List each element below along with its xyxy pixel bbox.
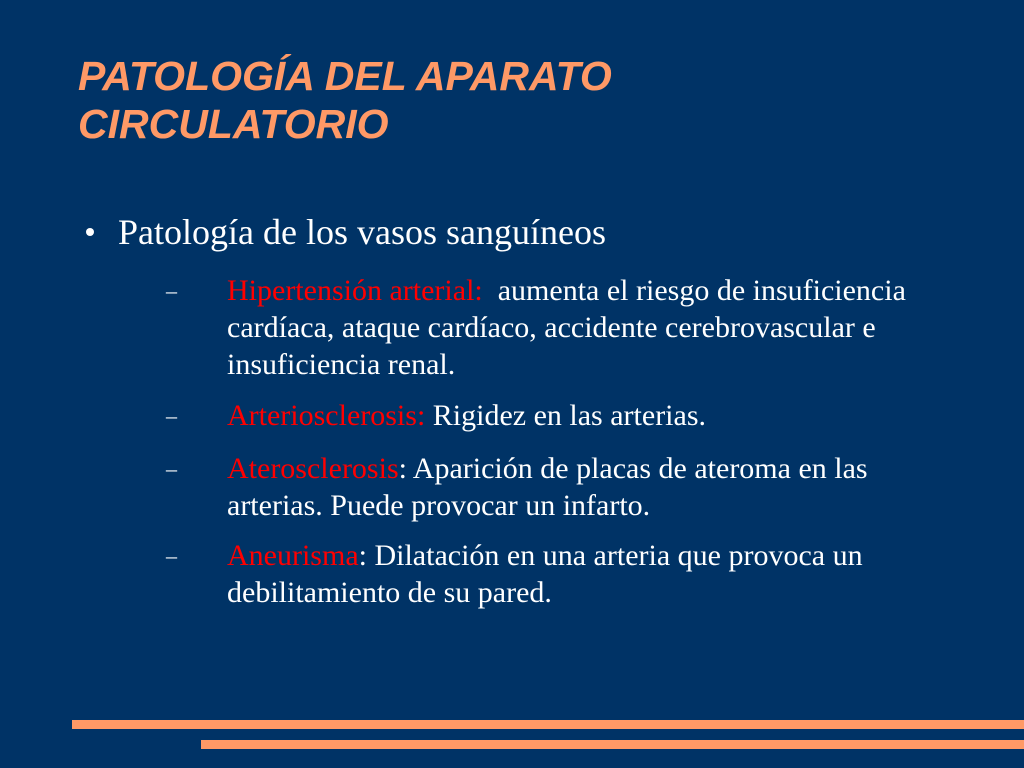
title-line-1: PATOLOGÍA DEL APARATO <box>78 53 612 99</box>
item-description: : Dilatación en una arteria que provoca un debilitamiento de su pared. <box>227 539 863 609</box>
title-line-2: CIRCULATORIO <box>78 101 389 147</box>
decorative-bar-bottom <box>201 740 1024 749</box>
item-description: : Aparición de placas de ateroma en las arterias. Puede provocar un infarto. <box>227 452 868 522</box>
dash-icon: – <box>166 456 177 481</box>
main-bullet-text: Patología de los vasos sanguíneos <box>118 212 606 252</box>
term-label: Hipertensión arterial: <box>227 274 483 307</box>
term-label: Aterosclerosis <box>227 452 399 485</box>
item-description: Rigidez en las arterias. <box>432 399 707 432</box>
item-description: aumenta el riesgo de insuficiencia cardíaca, ataque cardíaco, accidente cerebrovascular e insuficiencia renal. <box>227 274 906 381</box>
dash-icon: – <box>166 278 177 303</box>
dash-icon: – <box>166 543 177 568</box>
term-separator <box>425 399 433 432</box>
decorative-bar-top <box>72 720 1024 729</box>
dash-icon: – <box>166 403 177 428</box>
term-separator <box>483 274 498 307</box>
slide-title <box>78 52 978 148</box>
term-label: Aneurisma <box>227 539 359 572</box>
bullet-icon <box>86 228 94 236</box>
term-label: Arteriosclerosis: <box>227 399 426 432</box>
